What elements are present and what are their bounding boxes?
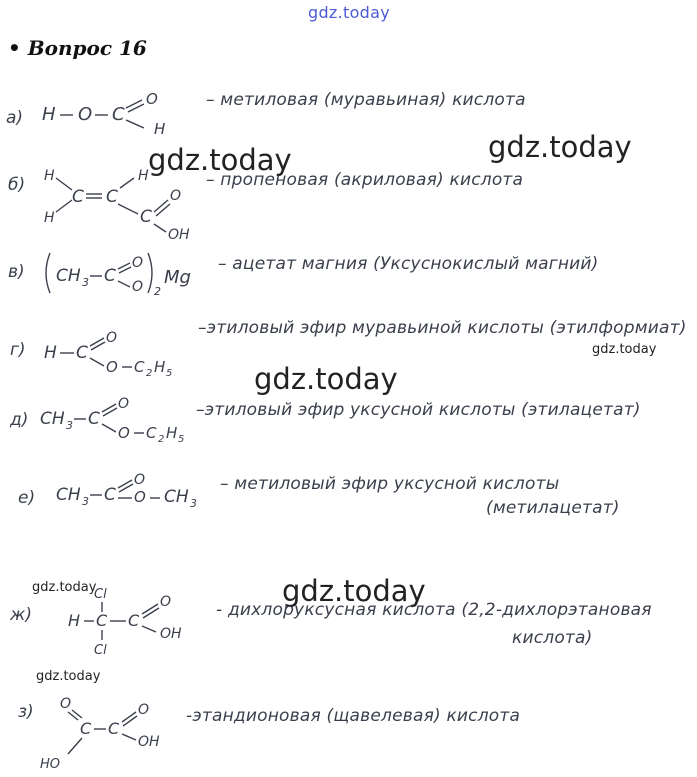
svg-text:H: H — [68, 611, 81, 630]
svg-text:OH: OH — [138, 734, 160, 750]
svg-text:H: H — [44, 210, 55, 226]
formula-acrylic-acid — [42, 160, 202, 242]
svg-text:H: H — [44, 168, 55, 184]
svg-text:C: C — [106, 187, 118, 207]
svg-text:O: O — [118, 424, 130, 442]
formula-ethyl-formate — [42, 328, 202, 378]
svg-text:H: H — [154, 358, 166, 376]
svg-text:O: O — [106, 358, 118, 376]
svg-text:O: O — [160, 594, 172, 610]
svg-text:H: H — [138, 168, 149, 184]
svg-text:O: O — [134, 488, 146, 506]
item-name-e: – метиловый эфир уксусной кислоты — [220, 474, 560, 494]
item-label-g: г) — [10, 340, 26, 360]
watermark: gdz.today — [254, 362, 398, 396]
svg-text:Cl: Cl — [94, 587, 107, 602]
svg-text:H: H — [166, 424, 178, 442]
item-name-zh-line2: кислота) — [512, 628, 593, 648]
svg-text:C: C — [80, 719, 92, 738]
svg-text:H: H — [44, 343, 57, 363]
svg-text:O: O — [134, 472, 146, 488]
svg-text:C: C — [72, 187, 84, 207]
svg-text:C: C — [96, 611, 108, 630]
svg-text:O: O — [170, 188, 182, 204]
item-name-d: –этиловый эфир уксусной кислоты (этилацетат) — [196, 400, 641, 420]
svg-text:CH: CH — [56, 485, 81, 505]
item-name-z: -этандионовая (щавелевая) кислота — [186, 706, 521, 726]
svg-text:3: 3 — [190, 497, 197, 510]
watermark-top[interactable]: gdz.today — [308, 3, 390, 22]
item-label-a: а) — [6, 108, 24, 128]
watermark: gdz.today — [282, 574, 426, 608]
svg-text:5: 5 — [178, 434, 185, 445]
watermark: gdz.today — [488, 130, 632, 164]
svg-text:C: C — [134, 358, 145, 376]
formula-formic-acid — [40, 90, 200, 138]
svg-text:CH: CH — [164, 487, 189, 507]
svg-text:O: O — [146, 90, 158, 108]
item-name-g: –этиловый эфир муравьиной кислоты (этилформиат) — [198, 318, 687, 338]
watermark: gdz.today — [32, 580, 97, 595]
svg-text:2: 2 — [158, 434, 165, 445]
svg-text:OH: OH — [168, 227, 190, 243]
svg-text:C: C — [88, 409, 100, 429]
item-label-zh: ж) — [10, 605, 32, 625]
svg-text:O: O — [60, 696, 72, 712]
item-label-e: е) — [18, 488, 36, 508]
watermark: gdz.today — [592, 342, 657, 357]
item-label-b: б) — [8, 175, 26, 195]
svg-text:C: C — [108, 719, 120, 738]
item-name-zh: - дихлоруксусная кислота (2,2-дихлорэтановая — [216, 600, 652, 620]
svg-text:Cl: Cl — [94, 643, 107, 658]
watermark: gdz.today — [148, 143, 292, 177]
svg-text:C: C — [76, 343, 88, 363]
formula-oxalic-acid — [36, 694, 186, 772]
svg-text:O: O — [132, 255, 144, 271]
svg-text:C: C — [128, 611, 140, 630]
svg-text:O: O — [138, 702, 150, 718]
item-label-d: д) — [10, 410, 29, 430]
item-name-a: – метиловая (муравьиная) кислота — [206, 90, 526, 110]
item-name-v: – ацетат магния (Уксуснокислый магний) — [218, 254, 599, 274]
watermark: gdz.today — [36, 669, 101, 684]
formula-methyl-acetate — [54, 470, 224, 520]
question-title: • Вопрос 16 — [8, 36, 147, 60]
svg-text:2: 2 — [146, 368, 153, 379]
svg-text:O: O — [118, 396, 130, 412]
item-label-v: в) — [8, 262, 25, 282]
svg-text:OH: OH — [160, 626, 182, 642]
svg-text:C: C — [104, 485, 116, 505]
svg-text:H: H — [154, 120, 166, 138]
svg-text:C: C — [140, 207, 152, 227]
formula-magnesium-acetate — [40, 245, 220, 300]
formula-dichloroacetic-acid — [66, 584, 206, 656]
svg-text:O: O — [132, 279, 144, 295]
svg-text:O: O — [106, 330, 118, 346]
svg-text:C: C — [104, 266, 116, 286]
svg-text:C: C — [112, 104, 125, 125]
svg-text:3: 3 — [66, 419, 73, 432]
svg-text:CH: CH — [56, 266, 81, 286]
svg-text:O: O — [78, 104, 93, 125]
item-name-e-line2: (метилацетат) — [486, 498, 620, 518]
formula-ethyl-acetate — [38, 394, 208, 444]
svg-text:3: 3 — [82, 276, 89, 289]
item-name-b: – пропеновая (акриловая) кислота — [206, 170, 524, 190]
svg-text:H: H — [42, 104, 56, 125]
svg-text:5: 5 — [166, 368, 173, 379]
item-label-z: з) — [18, 702, 34, 722]
svg-text:3: 3 — [82, 495, 89, 508]
svg-text:HO: HO — [40, 757, 61, 772]
svg-text:C: C — [146, 424, 157, 442]
svg-text:2: 2 — [154, 285, 161, 298]
svg-text:CH: CH — [40, 409, 65, 429]
svg-text:Mg: Mg — [164, 267, 191, 288]
